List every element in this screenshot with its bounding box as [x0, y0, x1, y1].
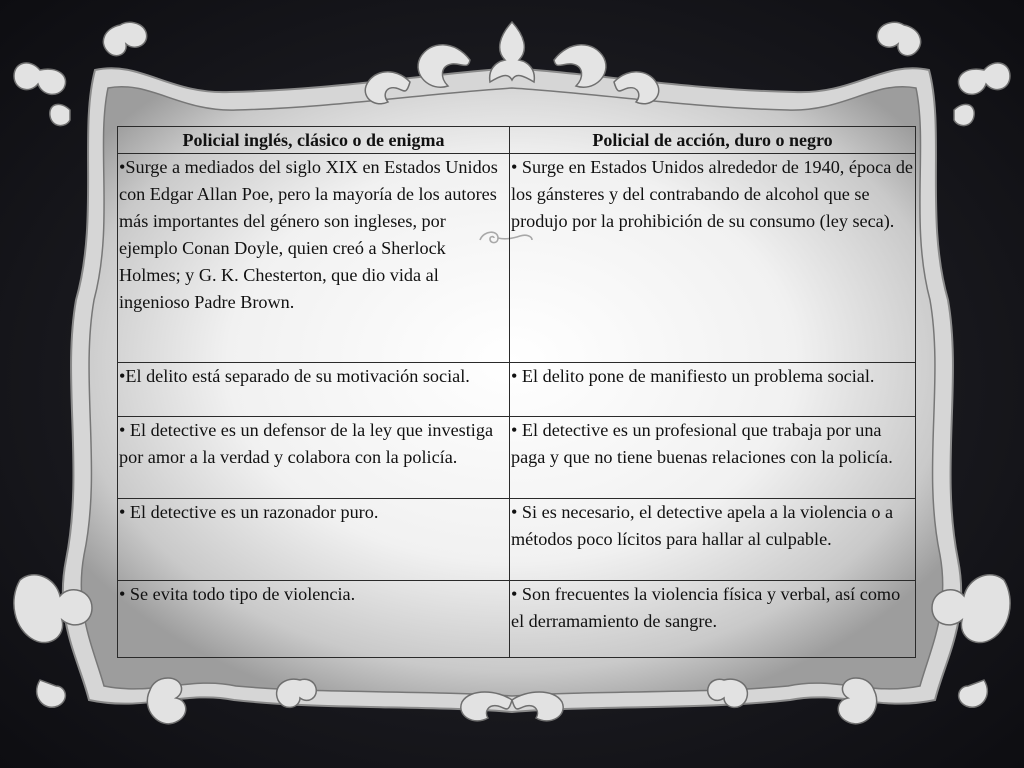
table-cell: • El detective es un profesional que trabaja por una paga y que no tiene buenas relaciones con la policía. — [510, 417, 916, 499]
table-cell: • Se evita todo tipo de violencia. — [118, 581, 510, 658]
table-row — [118, 581, 916, 658]
table-cell: • El detective es un razonador puro. — [118, 499, 510, 581]
table-row — [118, 154, 916, 363]
column-header-negro: Policial de acción, duro o negro — [510, 127, 916, 154]
table-cell: • El detective es un defensor de la ley que investiga por amor a la verdad y colabora con la policía. — [118, 417, 510, 499]
table-cell: • Surge en Estados Unidos alrededor de 1940, época de los gánsteres y del contrabando de alcohol que se produjo por la prohibición de su consumo (ley seca). — [510, 154, 916, 363]
table-cell: •El delito está separado de su motivación social. — [118, 363, 510, 417]
comparison-table — [117, 126, 916, 658]
table-row — [118, 499, 916, 581]
table-cell: • Si es necesario, el detective apela a la violencia o a métodos poco lícitos para hallar al culpable. — [510, 499, 916, 581]
table-cell: • El delito pone de manifiesto un problema social. — [510, 363, 916, 417]
column-header-clasico: Policial inglés, clásico o de enigma — [118, 127, 510, 154]
table-row — [118, 417, 916, 499]
table-row — [118, 363, 916, 417]
table-cell: •Surge a mediados del siglo XIX en Estados Unidos con Edgar Allan Poe, pero la mayoría de los autores más importantes del género son ingleses, por ejemplo Conan Doyle, quien creó a Sherlock Holmes; y G. K. Chesterton, que dio vida al ingenioso Padre Brown. — [118, 154, 510, 363]
table-cell: • Son frecuentes la violencia física y verbal, así como el derramamiento de sangre. — [510, 581, 916, 658]
table-header-row — [118, 127, 916, 154]
